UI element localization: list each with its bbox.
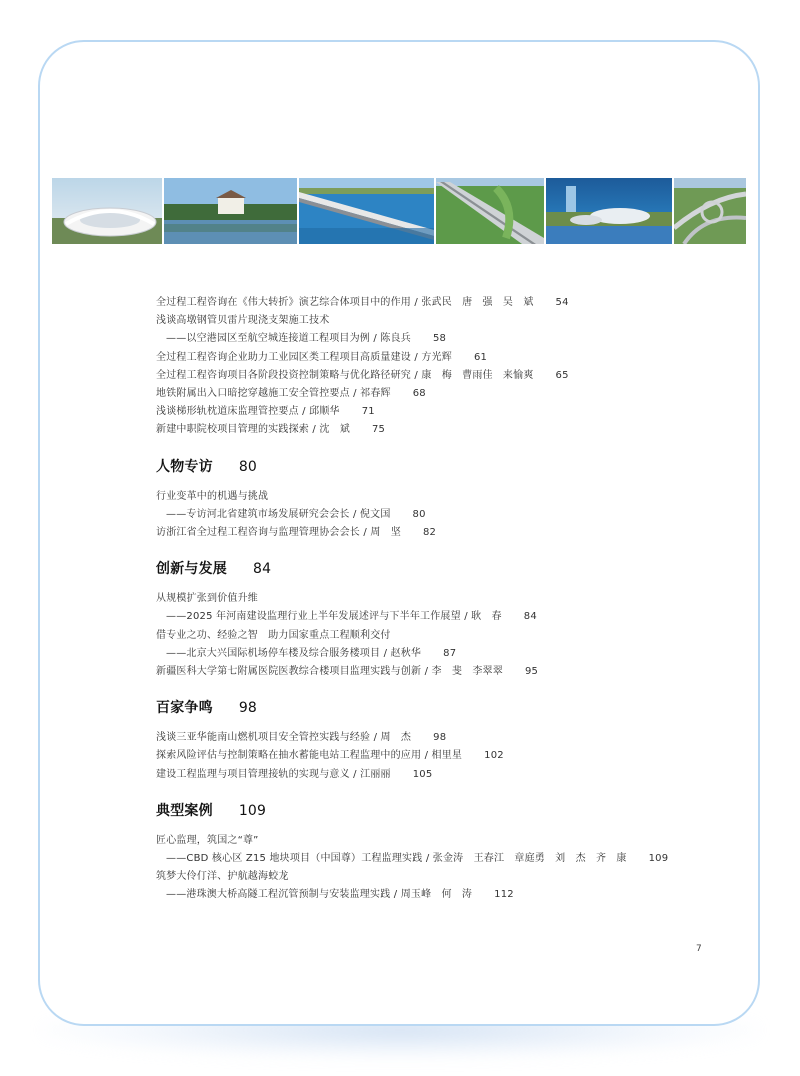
toc-entry-page: 105 — [412, 768, 433, 780]
toc-entry-title: 筑梦大伶仃洋、护航越海蛟龙 — [156, 871, 289, 883]
section-title: 百家争鸣 — [156, 700, 213, 717]
toc-entry-page: 75 — [371, 424, 386, 436]
page-frame — [38, 40, 760, 1026]
toc-entry-title: 借专业之功、经验之智 助力国家重点工程顺利交付 — [156, 629, 391, 641]
toc-entry-title: 探索风险评估与控制策略在抽水蓄能电站工程监理中的应用 / 相里星 — [156, 750, 463, 762]
section-page: 84 — [253, 561, 272, 578]
section-title: 创新与发展 — [156, 561, 227, 578]
interchange-photo — [674, 178, 746, 244]
toc-entry-title: 新疆医科大学第七附属医院医教综合楼项目监理实践与创新 / 李 斐 李翠翠 — [156, 666, 503, 678]
toc-entry[interactable] — [156, 506, 716, 524]
section-page: 98 — [238, 700, 258, 717]
toc-entry[interactable] — [156, 608, 716, 626]
toc-entry[interactable] — [156, 367, 716, 385]
toc-entry-page: 80 — [412, 508, 426, 520]
section-page: 109 — [238, 802, 267, 819]
toc-entry-title: ——专访河北省建筑市场发展研究会会长 / 倪文国 — [166, 508, 391, 520]
toc-entry[interactable] — [156, 645, 716, 663]
toc-entry-page: 61 — [473, 351, 488, 363]
toc-entry[interactable] — [156, 729, 716, 747]
toc-entry-title: 匠心监理，筑国之“尊” — [156, 834, 259, 846]
toc-entry-title: ——港珠澳大桥高隧工程沉管预制与安装监理实践 / 周玉峰 何 涛 — [166, 889, 473, 901]
page-number: 7 — [696, 944, 702, 954]
toc-entry[interactable] — [156, 663, 716, 681]
toc-entry-title: 全过程工程咨询企业助力工业园区类工程项目高质量建设 / 方光辉 — [156, 351, 452, 363]
toc-entry[interactable] — [156, 766, 716, 784]
section-heading[interactable] — [156, 458, 716, 476]
toc-entry-page: 87 — [443, 647, 457, 659]
bridge-photo — [299, 178, 434, 244]
toc-entry-page: 109 — [648, 853, 669, 865]
section-heading[interactable] — [156, 699, 716, 717]
toc-entry-page: 112 — [494, 889, 514, 901]
toc-entry-title: 浅谈高墩钢管贝雷片现浇支架施工技术 — [156, 315, 330, 327]
toc-entry[interactable] — [156, 403, 716, 421]
toc-entry[interactable] — [156, 850, 716, 868]
toc-entry[interactable] — [156, 886, 716, 904]
toc-entry[interactable] — [156, 488, 716, 506]
toc-entry-title: 全过程工程咨询项目各阶段投资控制策略与优化路径研究 / 康 梅 曹雨佳 来愉爽 — [156, 369, 534, 381]
toc-entry-page: 98 — [433, 732, 447, 744]
photo-strip — [52, 178, 750, 244]
toc-entry-title: 浅谈三亚华能南山燃机项目安全管控实践与经验 / 周 杰 — [156, 732, 412, 744]
toc-entry-title: ——以空港园区至航空城连接道工程项目为例 / 陈良兵 — [166, 333, 411, 345]
stadium-photo — [52, 178, 162, 244]
section-page: 80 — [238, 458, 258, 475]
toc-entry-page: 95 — [524, 666, 539, 678]
highway-photo — [436, 178, 544, 244]
toc-entry-page: 102 — [484, 750, 504, 762]
section-heading[interactable] — [156, 802, 716, 820]
toc-entry[interactable] — [156, 312, 716, 330]
toc-entry[interactable] — [156, 747, 716, 765]
toc-entry-title: 新建中职院校项目管理的实践探索 / 沈 斌 — [156, 424, 350, 436]
toc-entry-page: 84 — [523, 611, 537, 623]
section-heading[interactable] — [156, 560, 716, 578]
toc-sections — [156, 458, 716, 905]
toc-entry-page: 71 — [361, 406, 375, 418]
toc-entry-title: 地铁附属出入口暗挖穿越施工安全管控要点 / 祁春辉 — [156, 388, 391, 400]
toc-entry[interactable] — [156, 832, 716, 850]
toc-entry[interactable] — [156, 385, 716, 403]
toc-entry-page: 82 — [422, 527, 437, 539]
toc-entry[interactable] — [156, 349, 716, 367]
section-title: 典型案例 — [156, 802, 213, 819]
toc-intro-block — [156, 294, 716, 440]
toc-entry-title: 行业变革中的机遇与挑战 — [156, 490, 269, 502]
toc-entry-title: ——2025 年河南建设监理行业上半年发展述评与下半年工作展望 / 耿 春 — [166, 611, 502, 623]
toc-entry[interactable] — [156, 590, 716, 608]
toc-entry-title: ——北京大兴国际机场停车楼及综合服务楼项目 / 赵秋华 — [166, 647, 422, 659]
toc-entry[interactable] — [156, 627, 716, 645]
toc-entry-title: 全过程工程咨询在《伟大转折》演艺综合体项目中的作用 / 张武民 唐 强 吴 斌 — [156, 297, 534, 308]
table-of-contents — [156, 294, 716, 905]
section-title: 人物专访 — [156, 458, 213, 475]
toc-entry[interactable] — [156, 421, 716, 439]
toc-entry[interactable] — [156, 330, 716, 348]
toc-entry-title: ——CBD 核心区 Z15 地块项目（中国尊）工程监理实践 / 张金涛 王春江 章庭勇 刘 杰 齐 康 — [166, 853, 627, 865]
toc-entry-page: 68 — [412, 388, 426, 400]
toc-entry-title: 建设工程监理与项目管理接轨的实现与意义 / 江丽丽 — [156, 768, 391, 780]
toc-entry-title: 访浙江省全过程工程咨询与监理管理协会会长 / 周 坚 — [156, 527, 401, 539]
toc-entry-page: 54 — [555, 297, 569, 308]
toc-entry-title: 浅谈梯形轨枕道床监理管控要点 / 邱顺华 — [156, 406, 340, 418]
toc-entry-page: 65 — [555, 369, 569, 381]
toc-entry-page: 58 — [432, 333, 447, 345]
toc-entry[interactable] — [156, 294, 716, 312]
toc-entry[interactable] — [156, 868, 716, 886]
waterfront-complex-photo — [546, 178, 672, 244]
toc-entry-title: 从规模扩张到价值升维 — [156, 593, 258, 605]
lakeside-building-photo — [164, 178, 297, 244]
toc-entry[interactable] — [156, 524, 716, 542]
